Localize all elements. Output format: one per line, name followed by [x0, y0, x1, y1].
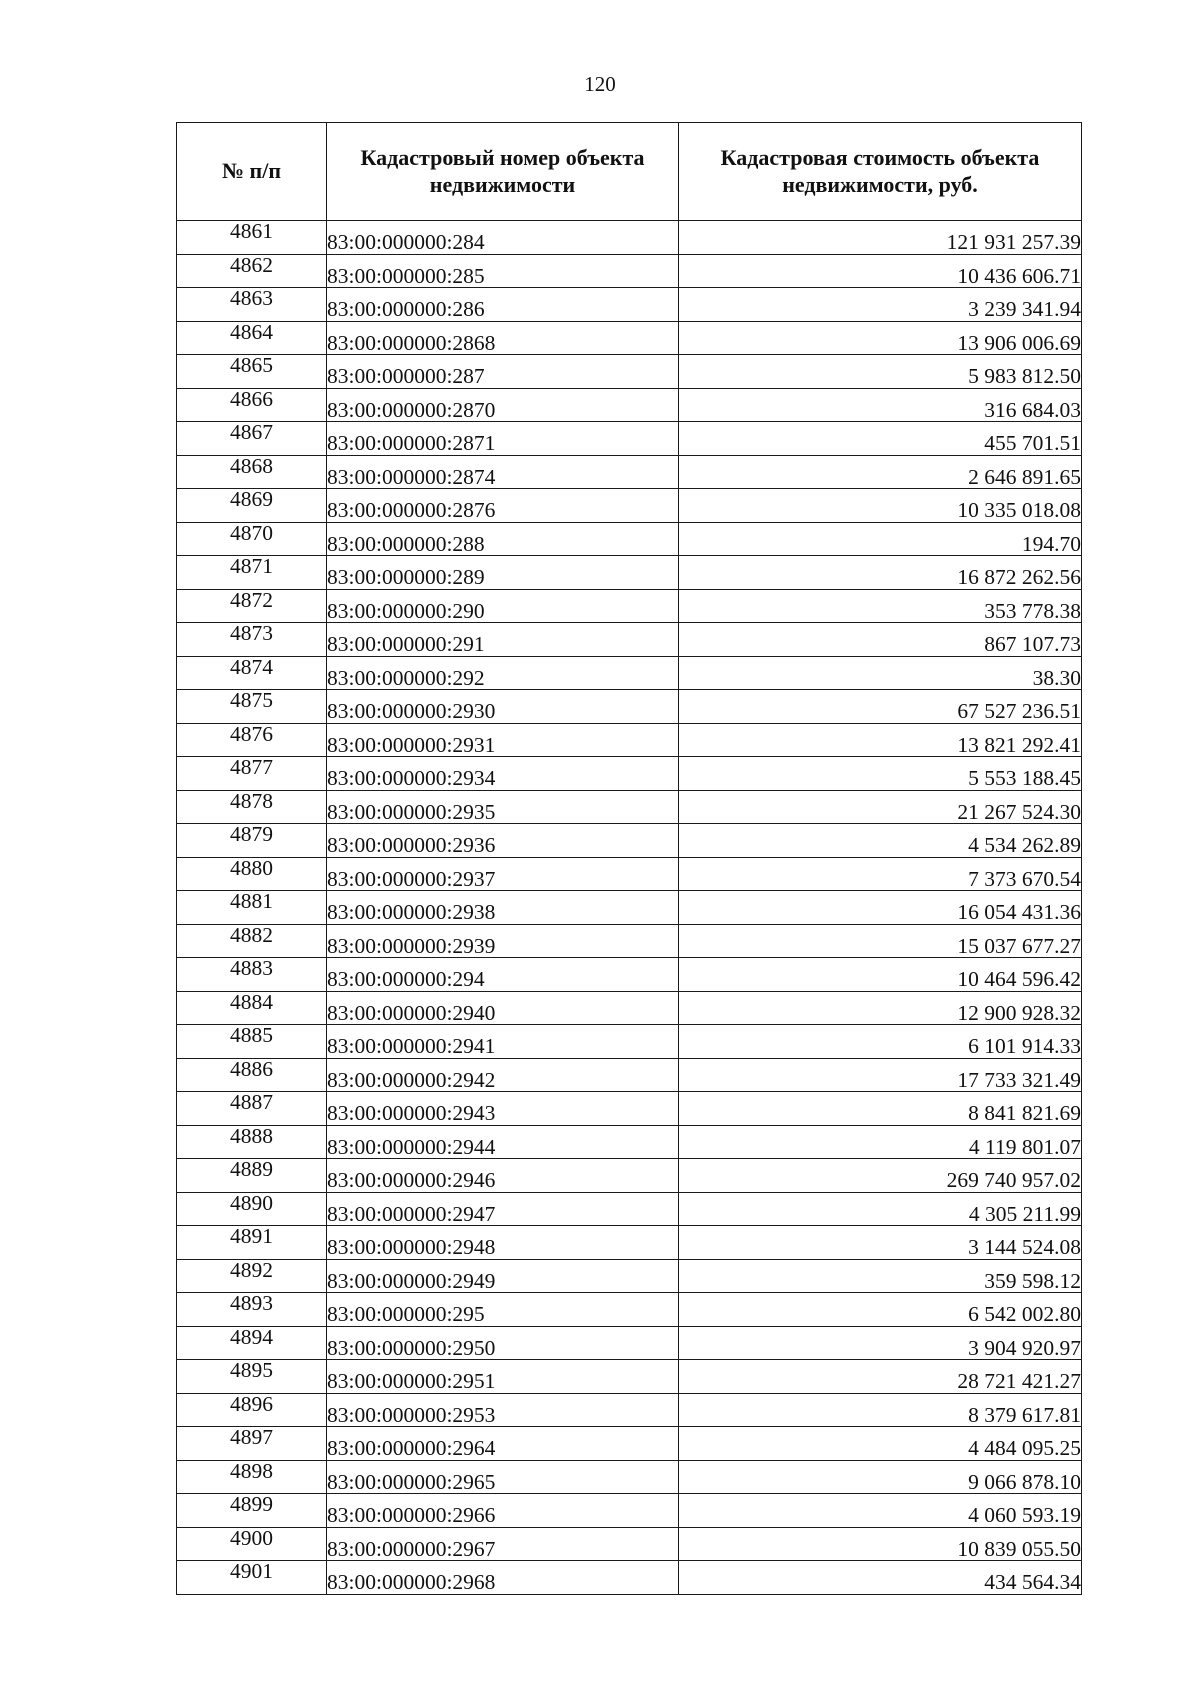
cadastral-value: 316 684.03	[679, 388, 1082, 422]
cadastral-number: 83:00:000000:2967	[327, 1527, 679, 1561]
cadastral-value: 10 436 606.71	[679, 254, 1082, 288]
cadastral-value: 8 841 821.69	[679, 1092, 1082, 1126]
cadastral-number: 83:00:000000:2937	[327, 857, 679, 891]
cadastral-value: 3 904 920.97	[679, 1326, 1082, 1360]
cadastral-number: 83:00:000000:289	[327, 556, 679, 590]
cadastral-number: 83:00:000000:2950	[327, 1326, 679, 1360]
cadastral-value: 28 721 421.27	[679, 1360, 1082, 1394]
cadastral-value: 2 646 891.65	[679, 455, 1082, 489]
row-number: 4896	[177, 1393, 327, 1427]
row-number: 4881	[177, 891, 327, 925]
row-number: 4871	[177, 556, 327, 590]
cadastral-number: 83:00:000000:2964	[327, 1427, 679, 1461]
cadastral-value: 4 305 211.99	[679, 1192, 1082, 1226]
cadastral-number: 83:00:000000:2947	[327, 1192, 679, 1226]
row-number: 4870	[177, 522, 327, 556]
row-number: 4892	[177, 1259, 327, 1293]
table-row	[177, 288, 1082, 322]
cadastral-number: 83:00:000000:2938	[327, 891, 679, 925]
cadastral-value: 13 906 006.69	[679, 321, 1082, 355]
table-row	[177, 221, 1082, 255]
table-row	[177, 623, 1082, 657]
cadastral-value: 3 144 524.08	[679, 1226, 1082, 1260]
row-number: 4877	[177, 757, 327, 791]
row-number: 4895	[177, 1360, 327, 1394]
row-number: 4864	[177, 321, 327, 355]
table-row	[177, 1393, 1082, 1427]
row-number: 4882	[177, 924, 327, 958]
cadastral-value: 10 839 055.50	[679, 1527, 1082, 1561]
table-row	[177, 1460, 1082, 1494]
row-number: 4894	[177, 1326, 327, 1360]
table-row	[177, 857, 1082, 891]
table-row	[177, 254, 1082, 288]
row-number: 4883	[177, 958, 327, 992]
cadastral-number: 83:00:000000:2943	[327, 1092, 679, 1126]
cadastral-number: 83:00:000000:2868	[327, 321, 679, 355]
page-number: 120	[584, 72, 616, 96]
cadastral-number: 83:00:000000:294	[327, 958, 679, 992]
table-row	[177, 422, 1082, 456]
cadastral-value: 16 872 262.56	[679, 556, 1082, 590]
row-number: 4887	[177, 1092, 327, 1126]
row-number: 4865	[177, 355, 327, 389]
cadastral-value: 121 931 257.39	[679, 221, 1082, 255]
row-number: 4876	[177, 723, 327, 757]
cadastral-number: 83:00:000000:2966	[327, 1494, 679, 1528]
row-number: 4863	[177, 288, 327, 322]
cadastral-number: 83:00:000000:285	[327, 254, 679, 288]
cadastral-value: 5 553 188.45	[679, 757, 1082, 791]
cadastral-value: 455 701.51	[679, 422, 1082, 456]
row-number: 4867	[177, 422, 327, 456]
table-row	[177, 723, 1082, 757]
cadastral-number: 83:00:000000:2870	[327, 388, 679, 422]
cadastral-number: 83:00:000000:2874	[327, 455, 679, 489]
row-number: 4868	[177, 455, 327, 489]
cadastral-value: 6 101 914.33	[679, 1025, 1082, 1059]
cadastral-number: 83:00:000000:2946	[327, 1159, 679, 1193]
table-header-row	[177, 123, 1082, 221]
cadastral-number: 83:00:000000:2930	[327, 690, 679, 724]
cadastral-number: 83:00:000000:2935	[327, 790, 679, 824]
cadastral-value: 359 598.12	[679, 1259, 1082, 1293]
row-number: 4884	[177, 991, 327, 1025]
row-number: 4874	[177, 656, 327, 690]
row-number: 4862	[177, 254, 327, 288]
table-row	[177, 522, 1082, 556]
cadastral-number: 83:00:000000:2936	[327, 824, 679, 858]
table-row	[177, 1326, 1082, 1360]
cadastral-value: 17 733 321.49	[679, 1058, 1082, 1092]
table-row	[177, 388, 1082, 422]
cadastral-value: 353 778.38	[679, 589, 1082, 623]
cadastral-value: 8 379 617.81	[679, 1393, 1082, 1427]
table-row	[177, 589, 1082, 623]
cadastral-number: 83:00:000000:2942	[327, 1058, 679, 1092]
table-row	[177, 1494, 1082, 1528]
cadastral-value: 4 119 801.07	[679, 1125, 1082, 1159]
cadastral-number: 83:00:000000:287	[327, 355, 679, 389]
table-row	[177, 1561, 1082, 1595]
cadastral-value: 38.30	[679, 656, 1082, 690]
cadastral-value: 16 054 431.36	[679, 891, 1082, 925]
table-row	[177, 321, 1082, 355]
row-number: 4866	[177, 388, 327, 422]
cadastral-number: 83:00:000000:2871	[327, 422, 679, 456]
cadastral-value: 4 060 593.19	[679, 1494, 1082, 1528]
cadastral-value: 67 527 236.51	[679, 690, 1082, 724]
row-number: 4875	[177, 690, 327, 724]
table-row	[177, 1527, 1082, 1561]
table-body	[177, 221, 1082, 1595]
cadastral-number: 83:00:000000:2941	[327, 1025, 679, 1059]
cadastral-number: 83:00:000000:290	[327, 589, 679, 623]
table-row	[177, 1293, 1082, 1327]
cadastral-value: 4 534 262.89	[679, 824, 1082, 858]
row-number: 4885	[177, 1025, 327, 1059]
cadastral-number: 83:00:000000:2948	[327, 1226, 679, 1260]
table-row	[177, 1159, 1082, 1193]
table-row	[177, 1226, 1082, 1260]
cadastral-number: 83:00:000000:2951	[327, 1360, 679, 1394]
cadastral-value: 21 267 524.30	[679, 790, 1082, 824]
table-row	[177, 1125, 1082, 1159]
cadastral-value: 9 066 878.10	[679, 1460, 1082, 1494]
cadastral-number: 83:00:000000:2953	[327, 1393, 679, 1427]
cadastral-value: 4 484 095.25	[679, 1427, 1082, 1461]
row-number: 4897	[177, 1427, 327, 1461]
cadastral-number: 83:00:000000:2939	[327, 924, 679, 958]
row-number: 4873	[177, 623, 327, 657]
table-row	[177, 1092, 1082, 1126]
table-row	[177, 1427, 1082, 1461]
row-number: 4893	[177, 1293, 327, 1327]
cadastral-value-table	[176, 122, 1082, 1595]
row-number: 4901	[177, 1561, 327, 1595]
cadastral-value: 269 740 957.02	[679, 1159, 1082, 1193]
header-cadastral-value: Кадастровая стоимость объекта недвижимости, руб.	[679, 123, 1082, 221]
row-number: 4900	[177, 1527, 327, 1561]
table-row	[177, 1360, 1082, 1394]
cadastral-number: 83:00:000000:2965	[327, 1460, 679, 1494]
table-row	[177, 656, 1082, 690]
header-cadastral-number: Кадастровый номер объекта недвижимости	[327, 123, 679, 221]
cadastral-number: 83:00:000000:2968	[327, 1561, 679, 1595]
cadastral-value: 3 239 341.94	[679, 288, 1082, 322]
row-number: 4861	[177, 221, 327, 255]
cadastral-number: 83:00:000000:292	[327, 656, 679, 690]
cadastral-value: 867 107.73	[679, 623, 1082, 657]
cadastral-value: 434 564.34	[679, 1561, 1082, 1595]
table-row	[177, 556, 1082, 590]
cadastral-number: 83:00:000000:2944	[327, 1125, 679, 1159]
cadastral-number: 83:00:000000:286	[327, 288, 679, 322]
table-row	[177, 958, 1082, 992]
cadastral-value: 10 464 596.42	[679, 958, 1082, 992]
table-row	[177, 355, 1082, 389]
header-num: № п/п	[177, 123, 327, 221]
row-number: 4898	[177, 1460, 327, 1494]
row-number: 4878	[177, 790, 327, 824]
cadastral-number: 83:00:000000:2949	[327, 1259, 679, 1293]
cadastral-number: 83:00:000000:295	[327, 1293, 679, 1327]
table-row	[177, 455, 1082, 489]
row-number: 4869	[177, 489, 327, 523]
cadastral-number: 83:00:000000:2931	[327, 723, 679, 757]
cadastral-value: 5 983 812.50	[679, 355, 1082, 389]
table-row	[177, 757, 1082, 791]
cadastral-value: 13 821 292.41	[679, 723, 1082, 757]
row-number: 4891	[177, 1226, 327, 1260]
table-row	[177, 1058, 1082, 1092]
cadastral-value: 6 542 002.80	[679, 1293, 1082, 1327]
table-row	[177, 1025, 1082, 1059]
table-row	[177, 489, 1082, 523]
table-row	[177, 790, 1082, 824]
table-row	[177, 690, 1082, 724]
cadastral-value: 12 900 928.32	[679, 991, 1082, 1025]
cadastral-number: 83:00:000000:291	[327, 623, 679, 657]
cadastral-number: 83:00:000000:288	[327, 522, 679, 556]
row-number: 4888	[177, 1125, 327, 1159]
row-number: 4879	[177, 824, 327, 858]
row-number: 4889	[177, 1159, 327, 1193]
table-row	[177, 1259, 1082, 1293]
cadastral-value: 7 373 670.54	[679, 857, 1082, 891]
row-number: 4899	[177, 1494, 327, 1528]
row-number: 4872	[177, 589, 327, 623]
table-row	[177, 991, 1082, 1025]
cadastral-number: 83:00:000000:2934	[327, 757, 679, 791]
row-number: 4886	[177, 1058, 327, 1092]
cadastral-number: 83:00:000000:2876	[327, 489, 679, 523]
table-row	[177, 924, 1082, 958]
cadastral-value: 194.70	[679, 522, 1082, 556]
row-number: 4890	[177, 1192, 327, 1226]
cadastral-number: 83:00:000000:284	[327, 221, 679, 255]
cadastral-number: 83:00:000000:2940	[327, 991, 679, 1025]
cadastral-value: 10 335 018.08	[679, 489, 1082, 523]
table-row	[177, 891, 1082, 925]
table-row	[177, 824, 1082, 858]
row-number: 4880	[177, 857, 327, 891]
table-row	[177, 1192, 1082, 1226]
cadastral-value: 15 037 677.27	[679, 924, 1082, 958]
